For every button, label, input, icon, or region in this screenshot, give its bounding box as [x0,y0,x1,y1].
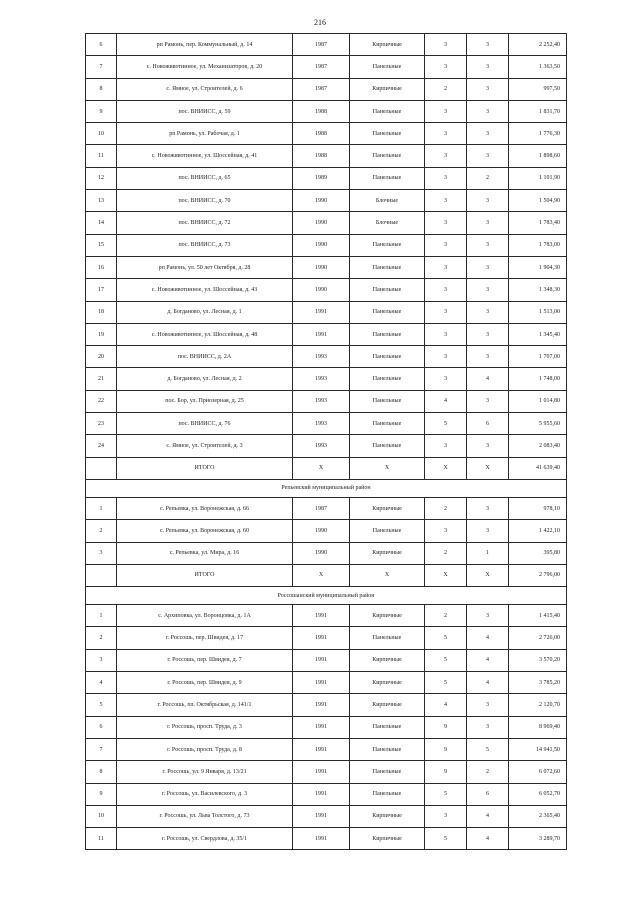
row-entrances: 3 [467,497,509,519]
row-address: рп Рамонь, ул. 50 лет Октября, д. 28 [117,256,293,278]
row-material: Панельные [350,100,425,122]
row-area: 6 052,70 [509,783,567,805]
row-area: 1 101,90 [509,167,567,189]
row-address: пос. Бор, ул. Приозерная, д. 25 [117,390,293,412]
row-area: 3 785,20 [509,672,567,694]
table-row [86,190,567,212]
row-entrances: 3 [467,694,509,716]
row-address: г. Россошь, пл. Октябрьская, д. 141/1 [117,694,293,716]
row-address: пос. ВНИИСС, д. 59 [117,100,293,122]
row-number: 16 [86,256,117,278]
row-year: 1991 [293,672,350,694]
table-row [86,497,567,519]
row-number: 14 [86,212,117,234]
table-row [86,390,567,412]
row-floors: 3 [425,805,467,827]
row-area: 1 783,00 [509,234,567,256]
total-number-cell [86,457,117,479]
row-year: 1989 [293,167,350,189]
row-floors: 2 [425,542,467,564]
row-number: 24 [86,435,117,457]
row-address: пос. ВНИИСС, д. 70 [117,190,293,212]
row-area: 2 120,70 [509,694,567,716]
table-row [86,34,567,56]
row-entrances: 6 [467,413,509,435]
row-entrances: 4 [467,672,509,694]
row-material: Кирпичные [350,828,425,850]
row-floors: 9 [425,761,467,783]
row-address: пос. ВНИИСС, д. 2А [117,346,293,368]
row-floors: 5 [425,413,467,435]
row-entrances: 3 [467,145,509,167]
row-floors: 3 [425,56,467,78]
total-material: X [350,457,425,479]
table-row [86,627,567,649]
row-area: 3 570,20 [509,649,567,671]
row-material: Панельные [350,323,425,345]
total-row [86,457,567,479]
row-number: 11 [86,828,117,850]
total-floors: X [425,564,467,586]
row-year: 1990 [293,190,350,212]
row-address: г. Россошь, ул. Льва Толстого, д. 73 [117,805,293,827]
row-year: 1990 [293,520,350,542]
row-year: 1991 [293,761,350,783]
row-year: 1991 [293,828,350,850]
table-row [86,56,567,78]
row-number: 5 [86,694,117,716]
row-floors: 9 [425,738,467,760]
row-address: г. Россошь, пер. Швидея, д. 9 [117,672,293,694]
total-row [86,564,567,586]
row-number: 1 [86,497,117,519]
table-row [86,256,567,278]
row-floors: 3 [425,190,467,212]
row-entrances: 3 [467,323,509,345]
row-material: Панельные [350,167,425,189]
register-body [86,34,567,850]
row-year: 1987 [293,56,350,78]
row-year: 1990 [293,212,350,234]
row-area: 6 072,60 [509,761,567,783]
row-area: 1 707,00 [509,346,567,368]
row-address: с. Новоживотинное, ул. Шоссейная, д. 41 [117,145,293,167]
row-entrances: 3 [467,34,509,56]
row-address: с. Новоживотинное, ул. Шоссейная, д. 43 [117,279,293,301]
row-floors: 3 [425,435,467,457]
row-material: Панельные [350,783,425,805]
row-area: 1 748,00 [509,368,567,390]
row-year: 1993 [293,368,350,390]
row-material: Панельные [350,279,425,301]
row-year: 1993 [293,390,350,412]
row-year: 1991 [293,783,350,805]
row-area: 1 422,10 [509,520,567,542]
row-area: 2 252,40 [509,34,567,56]
row-address: пос. ВНИИСС, д. 73 [117,234,293,256]
row-material: Кирпичные [350,649,425,671]
row-area: 978,10 [509,497,567,519]
row-floors: 3 [425,100,467,122]
row-address: г. Россошь, ул. Василевского, д. 3 [117,783,293,805]
row-number: 15 [86,234,117,256]
row-address: с. Ямное, ул. Строителей, д. 3 [117,435,293,457]
total-area: 41 639,40 [509,457,567,479]
row-address: д. Богданово, ул. Лесная, д. 2 [117,368,293,390]
table-row [86,520,567,542]
row-material: Панельные [350,301,425,323]
row-number: 1 [86,605,117,627]
row-entrances: 2 [467,167,509,189]
row-number: 13 [86,190,117,212]
table-row [86,805,567,827]
row-year: 1991 [293,694,350,716]
row-entrances: 3 [467,520,509,542]
table-row [86,694,567,716]
row-material: Панельные [350,256,425,278]
row-entrances: 4 [467,368,509,390]
row-material: Панельные [350,716,425,738]
row-number: 8 [86,761,117,783]
row-entrances: 3 [467,390,509,412]
row-entrances: 4 [467,649,509,671]
row-material: Блочные [350,190,425,212]
row-entrances: 3 [467,212,509,234]
table-row [86,167,567,189]
row-address: рп Рамонь, пер. Коммунальный, д. 14 [117,34,293,56]
row-entrances: 3 [467,346,509,368]
row-address: пос. ВНИИСС, д. 76 [117,413,293,435]
row-address: рп Рамонь, ул. Рабочая, д. 1 [117,123,293,145]
total-year: X [293,457,350,479]
table-row [86,78,567,100]
row-floors: 5 [425,649,467,671]
row-year: 1990 [293,542,350,564]
total-number-cell [86,564,117,586]
row-year: 1990 [293,256,350,278]
row-number: 4 [86,672,117,694]
row-material: Кирпичные [350,497,425,519]
row-area: 1 783,40 [509,212,567,234]
table-row [86,605,567,627]
row-entrances: 6 [467,783,509,805]
row-address: пос. ВНИИСС, д. 65 [117,167,293,189]
row-number: 6 [86,34,117,56]
row-material: Панельные [350,346,425,368]
table-row [86,100,567,122]
row-entrances: 4 [467,805,509,827]
row-entrances: 1 [467,542,509,564]
table-row [86,761,567,783]
row-year: 1990 [293,234,350,256]
row-address: г. Россошь, ул. 9 Января, д. 13/21 [117,761,293,783]
row-area: 8 969,40 [509,716,567,738]
row-area: 1 345,40 [509,323,567,345]
row-number: 9 [86,100,117,122]
row-number: 10 [86,805,117,827]
row-area: 997,50 [509,78,567,100]
table-row [86,738,567,760]
table-row [86,212,567,234]
row-year: 1991 [293,301,350,323]
row-entrances: 5 [467,738,509,760]
table-row [86,346,567,368]
housing-register-table [85,33,567,850]
row-material: Кирпичные [350,672,425,694]
table-row [86,279,567,301]
row-year: 1988 [293,123,350,145]
row-number: 8 [86,78,117,100]
table-row [86,828,567,850]
row-material: Панельные [350,390,425,412]
table-row [86,123,567,145]
row-floors: 2 [425,497,467,519]
row-material: Кирпичные [350,605,425,627]
row-area: 1 363,50 [509,56,567,78]
row-material: Панельные [350,738,425,760]
row-year: 1991 [293,627,350,649]
row-year: 1993 [293,346,350,368]
total-year: X [293,564,350,586]
table-row [86,542,567,564]
row-material: Панельные [350,145,425,167]
row-entrances: 3 [467,78,509,100]
row-floors: 3 [425,167,467,189]
row-number: 18 [86,301,117,323]
row-floors: 5 [425,627,467,649]
row-number: 3 [86,649,117,671]
row-floors: 3 [425,145,467,167]
row-floors: 3 [425,301,467,323]
table-row [86,234,567,256]
table-row [86,716,567,738]
row-address: с. Репьевка, ул. Мира, д. 16 [117,542,293,564]
row-area: 1 415,40 [509,605,567,627]
row-area: 3 289,70 [509,828,567,850]
row-area: 1 014,80 [509,390,567,412]
row-year: 1991 [293,649,350,671]
row-number: 10 [86,123,117,145]
row-floors: 9 [425,716,467,738]
row-address: с. Ямное, ул. Строителей, д. 6 [117,78,293,100]
row-address: с. Новоживотинное, ул. Шоссейная, д. 48 [117,323,293,345]
row-address: г. Россошь, просп. Труда, д. 3 [117,716,293,738]
row-year: 1991 [293,716,350,738]
row-entrances: 2 [467,761,509,783]
row-entrances: 3 [467,605,509,627]
table-row [86,435,567,457]
row-floors: 5 [425,783,467,805]
row-entrances: 3 [467,190,509,212]
row-floors: 3 [425,279,467,301]
row-material: Кирпичные [350,542,425,564]
row-material: Блочные [350,212,425,234]
row-number: 7 [86,56,117,78]
row-entrances: 3 [467,435,509,457]
row-year: 1991 [293,323,350,345]
row-number: 21 [86,368,117,390]
total-entrances: X [467,457,509,479]
row-floors: 3 [425,256,467,278]
row-number: 9 [86,783,117,805]
table-row [86,301,567,323]
row-number: 19 [86,323,117,345]
row-floors: 2 [425,78,467,100]
row-area: 14 941,50 [509,738,567,760]
row-area: 1 831,70 [509,100,567,122]
section-header-row [86,587,567,605]
row-number: 6 [86,716,117,738]
row-area: 395,80 [509,542,567,564]
table-row [86,413,567,435]
row-number: 17 [86,279,117,301]
row-year: 1991 [293,805,350,827]
table-row [86,145,567,167]
row-entrances: 3 [467,256,509,278]
total-floors: X [425,457,467,479]
row-floors: 3 [425,323,467,345]
section-header-row [86,479,567,497]
row-material: Панельные [350,234,425,256]
row-number: 3 [86,542,117,564]
table-row [86,783,567,805]
section-title: Репьевский муниципальный район [86,479,567,497]
row-material: Панельные [350,761,425,783]
row-number: 11 [86,145,117,167]
row-floors: 4 [425,694,467,716]
row-material: Панельные [350,413,425,435]
total-label: ИТОГО [117,457,293,479]
row-number: 20 [86,346,117,368]
row-entrances: 3 [467,56,509,78]
row-floors: 4 [425,390,467,412]
section-title: Россошанский муниципальный район [86,587,567,605]
table-row [86,323,567,345]
row-area: 5 955,60 [509,413,567,435]
row-floors: 3 [425,212,467,234]
row-area: 2 365,40 [509,805,567,827]
row-entrances: 3 [467,279,509,301]
row-address: г. Россошь, ул. Свердлова, д. 35/1 [117,828,293,850]
total-material: X [350,564,425,586]
row-floors: 5 [425,672,467,694]
row-floors: 3 [425,346,467,368]
row-material: Кирпичные [350,78,425,100]
row-year: 1991 [293,605,350,627]
row-year: 1988 [293,100,350,122]
row-floors: 3 [425,123,467,145]
row-number: 22 [86,390,117,412]
row-entrances: 4 [467,828,509,850]
row-year: 1993 [293,435,350,457]
row-floors: 3 [425,234,467,256]
row-area: 1 904,30 [509,256,567,278]
row-floors: 2 [425,605,467,627]
total-entrances: X [467,564,509,586]
row-material: Панельные [350,123,425,145]
row-address: с. Архиповка, ул. Воронцовка, д. 1А [117,605,293,627]
row-year: 1987 [293,78,350,100]
table-row [86,649,567,671]
row-entrances: 3 [467,301,509,323]
total-label: ИТОГО [117,564,293,586]
row-material: Панельные [350,368,425,390]
row-entrances: 3 [467,234,509,256]
row-floors: 3 [425,368,467,390]
row-address: г. Россошь, просп. Труда, д. 8 [117,738,293,760]
row-address: с. Репьевка, ул. Воронежская, д. 60 [117,520,293,542]
row-address: с. Новоживотинное, ул. Механизаторов, д. 20 [117,56,293,78]
table-row [86,368,567,390]
row-year: 1987 [293,497,350,519]
row-floors: 3 [425,520,467,542]
row-area: 1 348,30 [509,279,567,301]
row-address: д. Богданово, ул. Лесная, д. 1 [117,301,293,323]
row-material: Панельные [350,435,425,457]
row-material: Панельные [350,520,425,542]
row-area: 2 083,40 [509,435,567,457]
row-area: 2 726,00 [509,627,567,649]
row-number: 12 [86,167,117,189]
row-address: пос. ВНИИСС, д. 72 [117,212,293,234]
row-entrances: 3 [467,716,509,738]
row-year: 1993 [293,413,350,435]
row-material: Кирпичные [350,694,425,716]
row-number: 23 [86,413,117,435]
row-year: 1987 [293,34,350,56]
page-number: 216 [314,18,326,27]
row-address: г. Россошь, пер. Швидея, д. 7 [117,649,293,671]
row-number: 2 [86,627,117,649]
table-row [86,672,567,694]
row-material: Панельные [350,627,425,649]
row-address: г. Россошь, пер. Швидея, д. 17 [117,627,293,649]
row-area: 1 504,90 [509,190,567,212]
row-area: 1 776,30 [509,123,567,145]
row-year: 1990 [293,279,350,301]
total-area: 2 796,00 [509,564,567,586]
row-floors: 3 [425,34,467,56]
row-address: с. Репьевка, ул. Воронежская, д. 66 [117,497,293,519]
row-number: 2 [86,520,117,542]
row-year: 1988 [293,145,350,167]
row-entrances: 3 [467,123,509,145]
row-area: 1 513,00 [509,301,567,323]
row-year: 1991 [293,738,350,760]
row-entrances: 4 [467,627,509,649]
row-entrances: 3 [467,100,509,122]
row-material: Кирпичные [350,805,425,827]
row-number: 7 [86,738,117,760]
row-area: 1 898,60 [509,145,567,167]
row-material: Кирпичные [350,34,425,56]
row-floors: 5 [425,828,467,850]
row-material: Панельные [350,56,425,78]
